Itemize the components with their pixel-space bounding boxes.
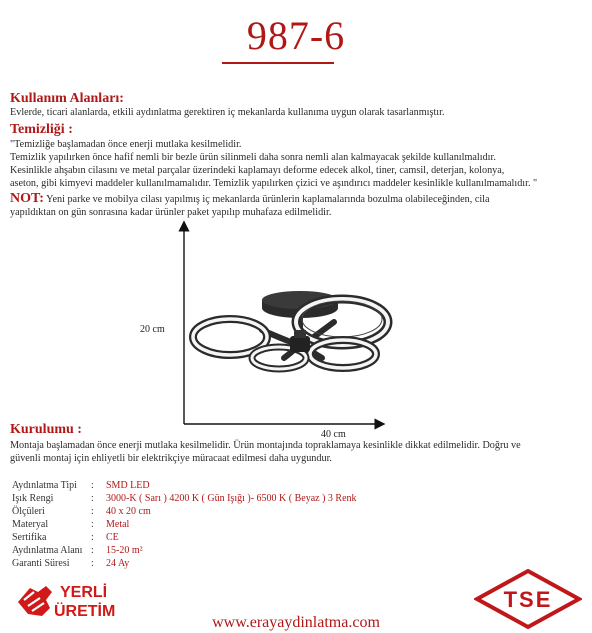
spec-value: SMD LED <box>106 480 150 491</box>
cleaning-line: Kesinlikle ahşabın cilasını ve metal parçalar üzerindeki kaplamayı deforme edecek alkol, tiner, camsil, deterjan, kolonya, <box>10 165 505 176</box>
model-title: 987-6 <box>246 13 346 58</box>
spec-value: 3000-K ( Sarı ) 4200 K ( Gün Işığı )- 6500 K ( Beyaz ) 3 Renk <box>106 493 357 504</box>
title-underline <box>222 62 334 64</box>
cleaning-line: aseton, gibi kimyevi maddeler kullanılmamalıdır. Temizlik yapılırken çizici ve aşındırıcı maddeler kesinlikle kullanılmamalıdır. " <box>10 178 538 189</box>
spec-key: Aydınlatma Tipi <box>12 480 77 491</box>
usage-heading: Kullanım Alanları: <box>10 91 124 106</box>
height-dimension-label: 20 cm <box>140 324 165 335</box>
installation-line: güvenli montaj için ehliyetli bir elektrikçiye müracaat edilmesi daha uygundur. <box>10 453 332 464</box>
note-text <box>10 192 582 219</box>
note-line: yapıldıktan on gün sonrasına kadar ürünler paket yapılıp muhafaza edilmelidir. <box>10 207 332 218</box>
spec-key: Işık Rengi <box>12 493 54 504</box>
spec-key: Ölçüleri <box>12 506 45 517</box>
spec-key: Aydınlatma Alanı <box>12 545 83 556</box>
website-link[interactable]: www.erayaydinlatma.com <box>212 614 380 631</box>
usage-text <box>10 106 582 119</box>
cleaning-heading: Temizliği : <box>10 122 73 137</box>
note-label: NOT: <box>10 191 44 206</box>
spec-key: Sertifika <box>12 532 47 543</box>
spec-value: 40 x 20 cm <box>106 506 151 517</box>
usage-line: Evlerde, ticari alanlarda, etkili aydınlatma gerektiren iç mekanlarda kullanıma uygun olarak tasarlanmıştır. <box>10 107 445 118</box>
spec-value: CE <box>106 532 119 543</box>
yerli-line1: YERLİ <box>60 584 108 601</box>
spec-colon: : <box>91 545 94 556</box>
spec-value: 15-20 m² <box>106 545 143 556</box>
installation-line: Montaja başlamadan önce enerji mutlaka kesilmelidir. Ürün montajında topraklamaya kesinlikle dikkat edilmelidir. Doğru ve <box>10 440 521 451</box>
spec-colon: : <box>91 532 94 543</box>
spec-value: 24 Ay <box>106 558 130 569</box>
center-hub <box>290 330 310 352</box>
spec-colon: : <box>91 519 94 530</box>
spec-key: Garanti Süresi <box>12 558 70 569</box>
cleaning-text <box>10 138 582 190</box>
cleaning-line: "Temizliğe başlamadan önce enerji mutlaka kesilmelidir. <box>10 139 242 150</box>
spec-colon: : <box>91 558 94 569</box>
light-rings <box>193 299 388 369</box>
yerli-line2: ÜRETİM <box>54 603 116 620</box>
spec-colon: : <box>91 506 94 517</box>
fixture-arms <box>262 312 334 358</box>
ceiling-base <box>262 291 338 318</box>
note-line: Yeni parke ve mobilya cilası yapılmış iç mekanlarda ürünlerin kaplamalarında bozulma olabileceğinden, cila <box>43 194 490 205</box>
spec-value: Metal <box>106 519 130 530</box>
tse-text: TSE <box>503 587 553 612</box>
spec-colon: : <box>91 480 94 491</box>
installation-text <box>10 439 582 465</box>
cleaning-line: Temizlik yapılırken önce hafif nemli bir bezle ürün silinmeli daha sonra nemli alan kalmayacak şekilde kullanılmalıdır. <box>10 152 496 163</box>
installation-heading: Kurulumu : <box>10 422 82 437</box>
width-dimension-label: 40 cm <box>321 429 346 440</box>
hand-icon <box>18 586 52 616</box>
spec-colon: : <box>91 493 94 504</box>
spec-key: Materyal <box>12 519 49 530</box>
